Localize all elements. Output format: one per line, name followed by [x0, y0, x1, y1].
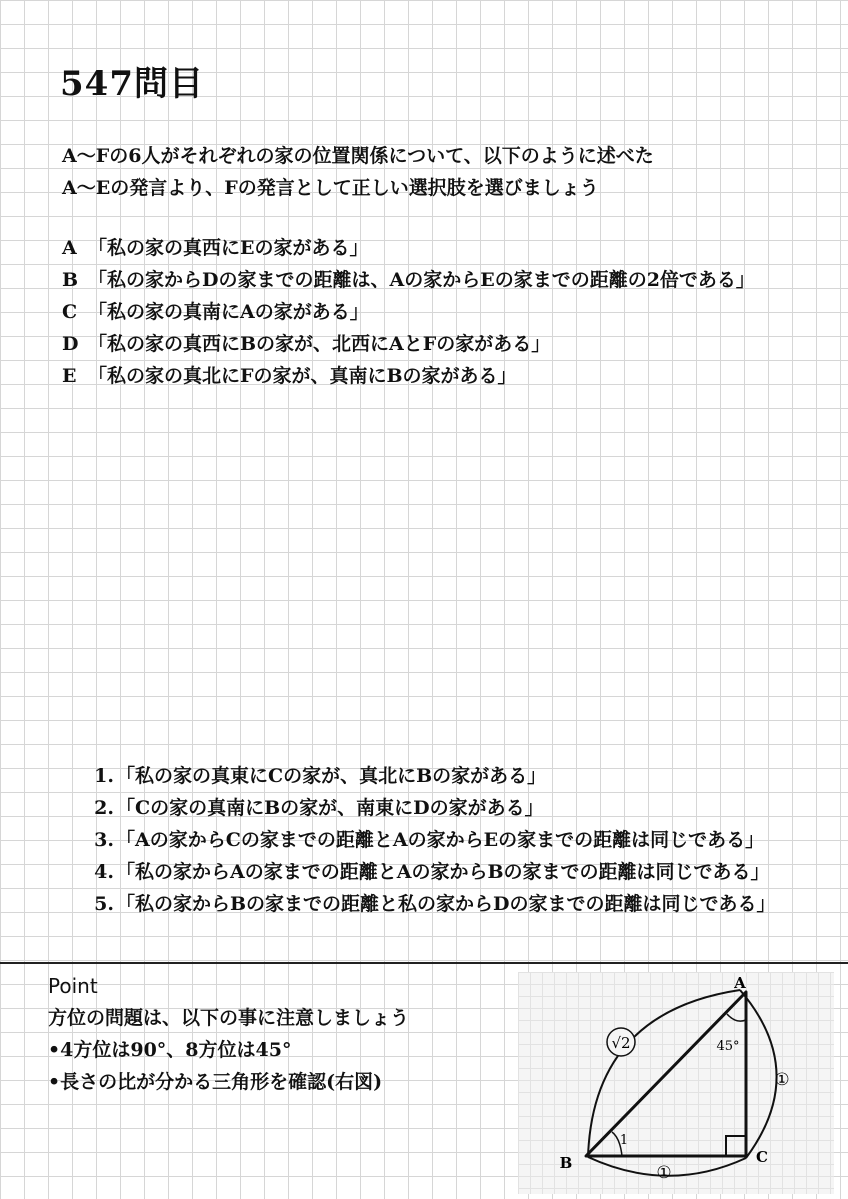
statement-text: 「私の家の真西にBの家が、北西にAとFの家がある」 [88, 333, 551, 355]
ratio-ab-label: √2 [611, 1034, 631, 1052]
choice-4[interactable] [62, 856, 776, 888]
statement-e [62, 360, 755, 392]
point-line: •4方位は90°、8方位は45° [48, 1039, 292, 1061]
statement-d [62, 328, 755, 360]
choice-number: 5. [94, 893, 114, 915]
point-title: Point [48, 974, 98, 998]
statement-text: 「私の家の真南にAの家がある」 [88, 301, 369, 323]
statement-letter: D [62, 333, 79, 355]
ratio-ac-label: ① [774, 1070, 790, 1090]
angle-a-label: 45° [716, 1039, 740, 1054]
statement-c [62, 296, 755, 328]
angle-b-label: 1 [619, 1133, 629, 1148]
right-angle-marker [726, 1136, 746, 1156]
statement-text: 「私の家の真西にEの家がある」 [88, 237, 369, 259]
choice-text: 「私の家からBの家までの距離と私の家からDの家までの距離は同じである」 [116, 893, 776, 915]
choice-5[interactable] [62, 888, 776, 920]
statement-letter: C [62, 301, 78, 323]
statement-letter: E [62, 365, 77, 387]
statement-letter: B [62, 269, 79, 291]
statement-text: 「私の家からDの家までの距離は、Aの家からEの家までの距離の2倍である」 [88, 269, 755, 291]
triangle-figure [518, 972, 834, 1194]
answer-choices [62, 760, 776, 920]
ratio-bc-label: ① [656, 1163, 672, 1183]
problem-intro [62, 140, 654, 204]
choice-text: 「Aの家からCの家までの距離とAの家からEの家までの距離は同じである」 [116, 829, 765, 851]
choice-3[interactable] [62, 824, 776, 856]
choice-number: 1. [94, 765, 114, 787]
choice-number: 3. [94, 829, 114, 851]
statement-b [62, 264, 755, 296]
triangle-abc [586, 992, 746, 1156]
point-line: 方位の問題は、以下の事に注意しましょう [48, 1007, 410, 1029]
choice-2[interactable] [62, 792, 776, 824]
vertex-a-label: A [734, 974, 746, 992]
intro-line: A〜Fの6人がそれぞれの家の位置関係について、以下のように述べた [62, 145, 654, 167]
intro-line: A〜Eの発言より、Fの発言として正しい選択肢を選びましょう [62, 177, 599, 199]
statement-text: 「私の家の真北にFの家が、真南にBの家がある」 [88, 365, 517, 387]
statement-a [62, 232, 755, 264]
choice-1[interactable] [62, 760, 776, 792]
point-section [48, 970, 409, 1098]
choice-number: 2. [94, 797, 114, 819]
point-line: •長さの比が分かる三角形を確認(右図) [48, 1071, 383, 1093]
page-title: 547問目 [60, 64, 204, 104]
angle-arc-a [727, 1014, 746, 1021]
choice-number: 4. [94, 861, 114, 883]
section-divider [0, 962, 848, 964]
choice-text: 「私の家からAの家までの距離とAの家からBの家までの距離は同じである」 [116, 861, 770, 883]
vertex-c-label: C [756, 1148, 768, 1166]
choice-text: 「Cの家の真南にBの家が、南東にDの家がある」 [116, 797, 544, 819]
choice-text: 「私の家の真東にCの家が、真北にBの家がある」 [116, 765, 547, 787]
triangle-diagram [518, 972, 834, 1194]
statements-list [62, 232, 755, 392]
statement-letter: A [62, 237, 77, 259]
vertex-b-label: B [559, 1154, 573, 1172]
